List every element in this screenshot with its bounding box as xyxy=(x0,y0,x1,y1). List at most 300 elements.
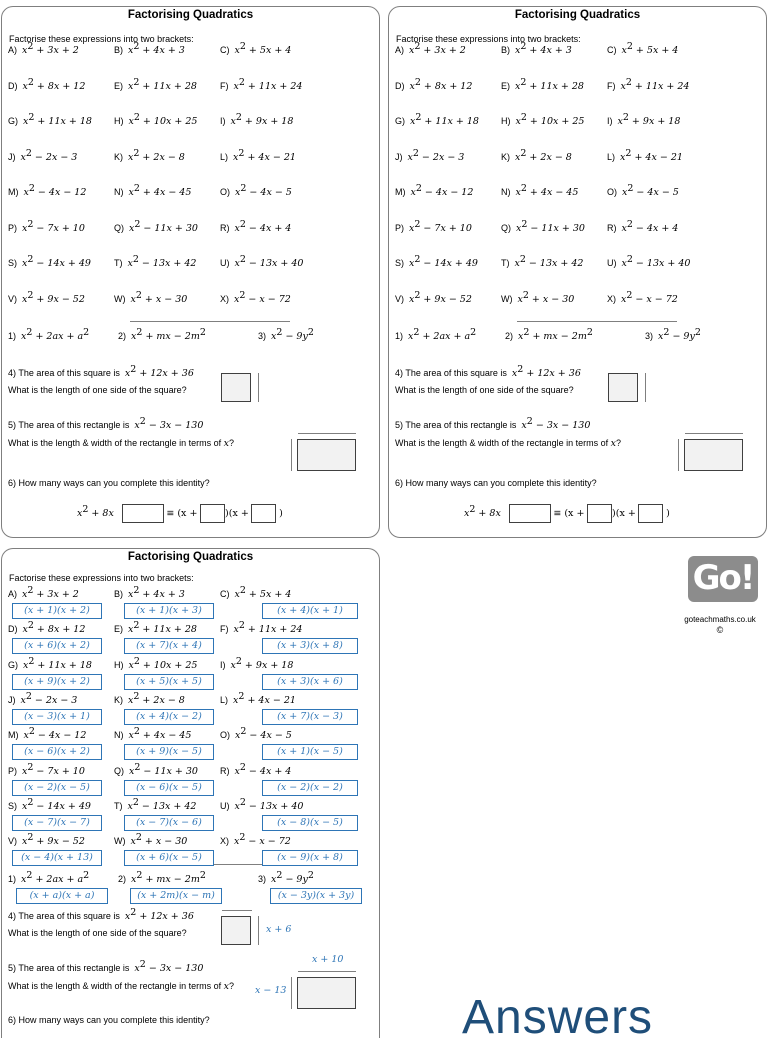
item-label: T) xyxy=(501,258,510,268)
worksheet-card-1 xyxy=(1,6,380,538)
top-side-arrow xyxy=(222,910,252,911)
item-expression: $x^2 - 4x - 5$ xyxy=(235,726,292,742)
side-arrow xyxy=(258,373,259,402)
answer-box: (x + 6)(x + 2) xyxy=(12,638,102,654)
item-expression: $x^2 + x - 30$ xyxy=(130,832,188,848)
item-expression: $x^2 + 8x + 12$ xyxy=(22,620,86,636)
item-expression: $x^2 - 11x + 30$ xyxy=(129,218,198,234)
item-label: J) xyxy=(8,151,16,162)
item-label: E) xyxy=(501,80,510,91)
answer-box: (x − 6)(x + 2) xyxy=(12,744,102,760)
item-expression: $x^2 - 4x + 4$ xyxy=(234,761,292,777)
q5-line2: What is the length & width of the rectangle in terms of x? xyxy=(8,438,234,449)
expression-item xyxy=(607,183,679,198)
item-expression: $x^2 + 3x + 2$ xyxy=(22,585,79,600)
q6-text: 6) How many ways can you complete this identity? xyxy=(8,478,210,488)
item-label: A) xyxy=(8,45,17,55)
item-expression: $x^2 - 2x - 3$ xyxy=(20,690,78,706)
answer-box: (x − 3)(x + 1) xyxy=(12,709,102,725)
item-label: R) xyxy=(220,765,230,776)
expression-item xyxy=(114,726,192,742)
item-expression: $x^2 + 11x + 18$ xyxy=(23,655,92,671)
separator-line xyxy=(130,321,290,322)
expression-item xyxy=(114,761,198,777)
item-label: K) xyxy=(114,151,123,162)
item-label: W) xyxy=(114,836,126,847)
answer-length: x + 10 xyxy=(312,954,344,965)
expression-item xyxy=(114,585,185,600)
expression-item xyxy=(220,254,304,269)
item-expression: $x^2 + x - 30$ xyxy=(130,289,188,305)
expression-item xyxy=(220,218,292,234)
item-expression: $x^2 + 2x - 8$ xyxy=(128,690,185,706)
expression-item xyxy=(220,832,291,848)
extension-item xyxy=(118,327,206,342)
goteachmaths-logo: Go! xyxy=(688,556,758,602)
expression-item xyxy=(114,289,188,305)
expression-item xyxy=(114,832,188,848)
expression-item xyxy=(8,832,85,848)
separator-line xyxy=(517,321,677,322)
expression-item xyxy=(8,655,92,671)
expression-item xyxy=(220,655,294,671)
instructions: Factorise these expressions into two brackets: xyxy=(9,34,194,44)
answer-box: (x − 7)(x − 6) xyxy=(124,815,214,831)
square-diagram xyxy=(221,373,251,402)
item-label: X) xyxy=(220,836,229,847)
expression-item xyxy=(395,218,472,234)
expression-item xyxy=(220,41,292,56)
identity-blank-3[interactable] xyxy=(638,504,663,523)
item-label: Q) xyxy=(114,765,124,776)
answer-box: (x − 9)(x + 8) xyxy=(262,850,358,866)
expression-item xyxy=(8,254,91,269)
expression-item xyxy=(501,289,575,305)
item-expression: $x^2 + 11x + 24$ xyxy=(233,76,303,92)
identity-blank-1[interactable] xyxy=(122,504,164,523)
item-expression: $x^2 - 11x + 30$ xyxy=(516,218,585,234)
identity: $x^2 + 8x$ ≡ (x + )(x + ) xyxy=(77,504,283,523)
rectangle-diagram xyxy=(684,439,743,471)
expression-item xyxy=(8,112,92,127)
item-label: Q) xyxy=(114,222,124,233)
item-label: F) xyxy=(220,624,229,635)
item-label: P) xyxy=(8,765,17,776)
item-label: J) xyxy=(8,694,16,705)
card-title: Factorising Quadratics xyxy=(127,9,254,21)
width-arrow xyxy=(291,977,292,1009)
extension-item xyxy=(645,327,701,342)
item-label: U) xyxy=(220,800,230,811)
expression-item xyxy=(8,620,86,636)
item-label: D) xyxy=(8,80,18,91)
item-label: O) xyxy=(607,187,617,197)
item-label: T) xyxy=(114,800,123,811)
expression-item xyxy=(501,254,584,269)
item-label: 2) xyxy=(118,874,127,884)
expression-item xyxy=(501,218,585,234)
item-expression: $x^2 - 7x + 10$ xyxy=(409,218,472,234)
answer-box: (x + 7)(x + 4) xyxy=(124,638,214,654)
item-label: G) xyxy=(8,659,18,670)
expression-item xyxy=(114,147,185,163)
item-expression: $x^2$ + mx − $2m^2$ xyxy=(131,327,206,342)
item-expression: $x^2 - 9y^2$ xyxy=(271,870,314,885)
item-expression: $x^2 - 9y^2$ xyxy=(271,327,314,342)
item-expression: $x^2 + 9x + 18$ xyxy=(230,655,294,671)
item-expression: $x^2 + 4x - 21$ xyxy=(620,147,683,163)
expression-item xyxy=(607,218,679,234)
identity-blank-1[interactable] xyxy=(509,504,551,523)
answer-box: (x − 3y)(x + 3y) xyxy=(270,888,362,904)
item-expression: $x^2 + 3x + 2$ xyxy=(22,41,79,56)
item-expression: $x^2 + 4x + 3$ xyxy=(128,41,185,56)
item-label: B) xyxy=(114,589,123,599)
item-expression: $x^2 + 3x + 2$ xyxy=(409,41,466,56)
expression-item xyxy=(395,147,465,163)
item-label: H) xyxy=(114,116,124,126)
q4-line1: 4) The area of this square is $x^2 + 12x + 36$ xyxy=(395,364,581,379)
item-expression: $x^2 + 11x + 28$ xyxy=(128,620,197,636)
answer-box: (x + 2m)(x − m) xyxy=(130,888,222,904)
item-expression: $x^2 - 4x - 5$ xyxy=(622,183,679,198)
expression-item xyxy=(220,690,296,706)
item-label: I) xyxy=(607,116,613,126)
answer-box: (x − 8)(x − 5) xyxy=(262,815,358,831)
expression-item xyxy=(395,41,466,56)
expression-item xyxy=(220,726,292,742)
item-expression: $x^2 + 9x - 52$ xyxy=(22,832,85,848)
item-expression: $x^2 + 2ax + a^2$ xyxy=(408,327,477,342)
side-arrow xyxy=(645,373,646,402)
q5-line2: What is the length & width of the rectangle in terms of x? xyxy=(8,981,234,992)
extension-item xyxy=(395,327,477,342)
item-expression: $x^2 - 13x + 40$ xyxy=(621,254,691,269)
item-label: Q) xyxy=(501,222,511,233)
expression-item xyxy=(114,76,197,92)
item-label: D) xyxy=(8,624,18,635)
item-label: L) xyxy=(607,151,616,162)
expression-item xyxy=(220,183,292,198)
item-label: B) xyxy=(501,45,510,55)
expression-item xyxy=(220,112,294,127)
item-label: V) xyxy=(8,836,17,847)
expression-item xyxy=(220,620,303,636)
item-expression: $x^2 + 9x - 52$ xyxy=(22,289,85,305)
q4-line2: What is the length of one side of the square? xyxy=(8,385,187,395)
q5-line2: What is the length & width of the rectangle in terms of x? xyxy=(395,438,621,449)
expression-item xyxy=(220,761,292,777)
q6-text: 6) How many ways can you complete this identity? xyxy=(8,1015,210,1025)
item-expression: $x^2 - 2x - 3$ xyxy=(20,147,78,163)
item-expression: $x^2 + 4x - 45$ xyxy=(128,183,192,198)
extension-item xyxy=(8,870,90,885)
item-label: N) xyxy=(114,730,124,741)
item-expression: $x^2 + 11x + 28$ xyxy=(128,76,197,92)
answer-box: (x + 1)(x + 3) xyxy=(124,603,214,619)
item-label: K) xyxy=(114,694,123,705)
item-expression: $x^2 - 13x + 42$ xyxy=(514,254,584,269)
width-arrow xyxy=(678,439,679,471)
site-url: goteachmaths.co.uk xyxy=(684,615,756,624)
card-title: Factorising Quadratics xyxy=(127,551,254,563)
item-expression: $x^2 + 5x + 4$ xyxy=(621,41,679,56)
identity-blank-2[interactable] xyxy=(200,504,225,523)
item-label: 2) xyxy=(118,331,127,341)
item-label: I) xyxy=(220,659,226,670)
item-expression: $x^2 + 4x + 3$ xyxy=(515,41,572,56)
item-expression: $x^2 + 10x + 25$ xyxy=(515,112,585,127)
item-label: 3) xyxy=(258,331,267,341)
expression-item xyxy=(607,289,678,305)
item-expression: $x^2 + 4x - 45$ xyxy=(128,726,192,742)
item-expression: $x^2 + 8x + 12$ xyxy=(409,76,473,92)
item-expression: $x^2 - x - 72$ xyxy=(234,289,291,305)
expression-item xyxy=(8,218,85,234)
item-label: S) xyxy=(8,800,17,811)
answer-box: (x + 9)(x + 2) xyxy=(12,674,102,690)
item-label: 1) xyxy=(8,874,17,884)
item-label: J) xyxy=(395,151,403,162)
answer-side-length: x + 6 xyxy=(266,924,292,935)
expression-item xyxy=(114,655,198,671)
item-label: O) xyxy=(220,187,230,197)
answer-box: (x + 1)(x − 5) xyxy=(262,744,358,760)
extension-item xyxy=(505,327,593,342)
expression-item xyxy=(395,183,474,198)
answer-box: (x + 4)(x − 2) xyxy=(124,709,214,725)
expression-item xyxy=(220,796,304,812)
expression-item xyxy=(114,690,185,706)
item-label: R) xyxy=(220,222,230,233)
item-expression: $x^2 + 11x + 18$ xyxy=(410,112,479,127)
item-label: 2) xyxy=(505,331,514,341)
item-label: L) xyxy=(220,151,229,162)
item-expression: $x^2 + 2x - 8$ xyxy=(128,147,185,163)
answer-box: (x + 6)(x − 5) xyxy=(124,850,214,866)
answer-box: (x + 5)(x + 5) xyxy=(124,674,214,690)
expression-item xyxy=(220,76,303,92)
item-label: G) xyxy=(395,116,405,126)
q4-line1: 4) The area of this square is $x^2 + 12x + 36$ xyxy=(8,364,194,379)
worksheet-card-2 xyxy=(388,6,767,538)
item-label: N) xyxy=(114,187,124,197)
item-label: I) xyxy=(220,116,226,126)
item-expression: $x^2 + 4x + 3$ xyxy=(128,585,185,600)
extension-item xyxy=(8,327,90,342)
item-expression: $x^2 - 2x - 3$ xyxy=(407,147,465,163)
expression-item xyxy=(8,796,91,812)
item-expression: $x^2 - 14x + 49$ xyxy=(409,254,478,269)
rectangle-diagram xyxy=(297,439,356,471)
expression-item xyxy=(220,585,292,600)
item-label: 3) xyxy=(645,331,654,341)
item-label: W) xyxy=(501,293,513,304)
instructions: Factorise these expressions into two brackets: xyxy=(396,34,581,44)
expression-item xyxy=(8,761,85,777)
q4-line2: What is the length of one side of the square? xyxy=(395,385,574,395)
item-label: R) xyxy=(607,222,617,233)
expression-item xyxy=(114,112,198,127)
expression-item xyxy=(114,41,185,56)
width-arrow xyxy=(291,439,292,471)
expression-item xyxy=(395,112,479,127)
item-label: M) xyxy=(395,187,406,197)
square-diagram xyxy=(608,373,638,402)
item-expression: $x^2 + 5x + 4$ xyxy=(234,41,292,56)
item-label: H) xyxy=(501,116,511,126)
item-expression: $x^2 - 14x + 49$ xyxy=(22,254,91,269)
expression-item xyxy=(8,76,86,92)
item-expression: $x^2 - 4x + 4$ xyxy=(234,218,292,234)
item-expression: $x^2 + 8x + 12$ xyxy=(22,76,86,92)
item-expression: $x^2 + 2ax + a^2$ xyxy=(21,870,90,885)
item-label: U) xyxy=(220,258,230,268)
item-label: C) xyxy=(220,45,230,55)
item-expression: $x^2 + 4x - 45$ xyxy=(515,183,579,198)
expression-item xyxy=(114,183,192,198)
item-label: G) xyxy=(8,116,18,126)
item-label: X) xyxy=(607,293,616,304)
item-label: U) xyxy=(607,258,617,268)
item-expression: $x^2 + 2ax + a^2$ xyxy=(21,327,90,342)
item-expression: $x^2 + 2x - 8$ xyxy=(515,147,572,163)
item-expression: $x^2 - 13x + 42$ xyxy=(127,796,197,812)
item-label: E) xyxy=(114,624,123,635)
expression-item xyxy=(501,112,585,127)
expression-item xyxy=(395,76,473,92)
item-expression: $x^2 - 4x - 12$ xyxy=(410,183,474,198)
item-label: 3) xyxy=(258,874,267,884)
answer-box: (x + 3)(x + 8) xyxy=(262,638,358,654)
item-expression: $x^2 - 13x + 40$ xyxy=(234,254,304,269)
expression-item xyxy=(220,289,291,305)
identity-blank-3[interactable] xyxy=(251,504,276,523)
q5-line1: 5) The area of this rectangle is $x^2 - 3x - 130$ xyxy=(395,416,591,431)
expression-item xyxy=(8,585,79,600)
expression-item xyxy=(395,289,472,305)
expression-item xyxy=(8,690,78,706)
item-label: E) xyxy=(114,80,123,91)
answer-box: (x + 3)(x + 6) xyxy=(262,674,358,690)
item-expression: $x^2 + 9x - 52$ xyxy=(409,289,472,305)
expression-item xyxy=(501,147,572,163)
extension-item xyxy=(118,870,206,885)
answer-box: (x + 7)(x − 3) xyxy=(262,709,358,725)
item-label: M) xyxy=(8,730,19,741)
answer-box: (x − 4)(x + 13) xyxy=(12,850,102,866)
item-expression: $x^2 - 4x + 4$ xyxy=(621,218,679,234)
expression-item xyxy=(220,147,296,163)
expression-item xyxy=(607,76,690,92)
copyright-mark: © xyxy=(716,625,724,635)
item-expression: $x^2 - 13x + 40$ xyxy=(234,796,304,812)
item-label: F) xyxy=(220,80,229,91)
item-label: W) xyxy=(114,293,126,304)
expression-item xyxy=(8,289,85,305)
item-label: T) xyxy=(114,258,123,268)
square-diagram xyxy=(221,916,251,945)
expression-item xyxy=(607,254,691,269)
answer-box: (x − 2)(x − 2) xyxy=(262,780,358,796)
item-expression: $x^2 - 4x - 12$ xyxy=(23,183,87,198)
item-label: K) xyxy=(501,151,510,162)
item-expression: $x^2 - 7x + 10$ xyxy=(22,761,85,777)
item-expression: $x^2 - 7x + 10$ xyxy=(22,218,85,234)
item-label: L) xyxy=(220,694,229,705)
item-expression: $x^2 + 10x + 25$ xyxy=(128,655,198,671)
length-arrow xyxy=(298,971,356,972)
answer-box: (x − 7)(x − 7) xyxy=(12,815,102,831)
item-label: C) xyxy=(607,45,617,55)
item-label: N) xyxy=(501,187,511,197)
expression-item xyxy=(607,112,681,127)
item-label: H) xyxy=(114,659,124,670)
rectangle-diagram xyxy=(297,977,356,1009)
q4-line1: 4) The area of this square is $x^2 + 12x + 36$ xyxy=(8,907,194,922)
answer-width: x − 13 xyxy=(255,985,287,996)
item-expression: $x^2 + 9x + 18$ xyxy=(617,112,681,127)
item-expression: $x^2 + x - 30$ xyxy=(517,289,575,305)
item-label: V) xyxy=(8,293,17,304)
item-label: C) xyxy=(220,589,230,599)
q6-text: 6) How many ways can you complete this identity? xyxy=(395,478,597,488)
answers-card xyxy=(1,548,380,1038)
answers-heading: Answers xyxy=(462,991,654,1044)
length-arrow xyxy=(298,433,356,434)
expression-item xyxy=(8,41,79,56)
item-label: P) xyxy=(8,222,17,233)
expression-item xyxy=(607,41,679,56)
item-expression: $x^2 + 4x - 21$ xyxy=(233,147,296,163)
item-expression: $x^2 + 11x + 24$ xyxy=(233,620,303,636)
item-label: F) xyxy=(607,80,616,91)
expression-item xyxy=(8,183,87,198)
item-expression: $x^2 - 4x - 5$ xyxy=(235,183,292,198)
identity-blank-2[interactable] xyxy=(587,504,612,523)
expression-item xyxy=(501,76,584,92)
item-expression: $x^2 + 11x + 28$ xyxy=(515,76,584,92)
q5-line1: 5) The area of this rectangle is $x^2 - 3x - 130$ xyxy=(8,959,204,974)
item-label: S) xyxy=(8,258,17,268)
expression-item xyxy=(114,796,197,812)
item-expression: $x^2 - 9y^2$ xyxy=(658,327,701,342)
expression-item xyxy=(114,218,198,234)
item-expression: $x^2 + 11x + 24$ xyxy=(620,76,690,92)
expression-item xyxy=(501,41,572,56)
answer-box: (x + 1)(x + 2) xyxy=(12,603,102,619)
item-expression: $x^2 - 11x + 30$ xyxy=(129,761,198,777)
item-expression: $x^2 - x - 72$ xyxy=(621,289,678,305)
q4-line2: What is the length of one side of the square? xyxy=(8,928,187,938)
extension-item xyxy=(258,870,314,885)
side-arrow xyxy=(258,916,259,945)
expression-item xyxy=(8,147,78,163)
item-expression: $x^2 - 14x + 49$ xyxy=(22,796,91,812)
item-label: A) xyxy=(395,45,404,55)
item-expression: $x^2 + 5x + 4$ xyxy=(234,585,292,600)
expression-item xyxy=(114,620,197,636)
item-expression: $x^2 - 4x - 12$ xyxy=(23,726,87,742)
expression-item xyxy=(607,147,683,163)
answer-box: (x + 9)(x − 5) xyxy=(124,744,214,760)
item-label: O) xyxy=(220,730,230,741)
expression-item xyxy=(114,254,197,269)
card-title: Factorising Quadratics xyxy=(514,9,641,21)
item-label: P) xyxy=(395,222,404,233)
item-expression: $x^2 - 13x + 42$ xyxy=(127,254,197,269)
extension-item xyxy=(258,327,314,342)
